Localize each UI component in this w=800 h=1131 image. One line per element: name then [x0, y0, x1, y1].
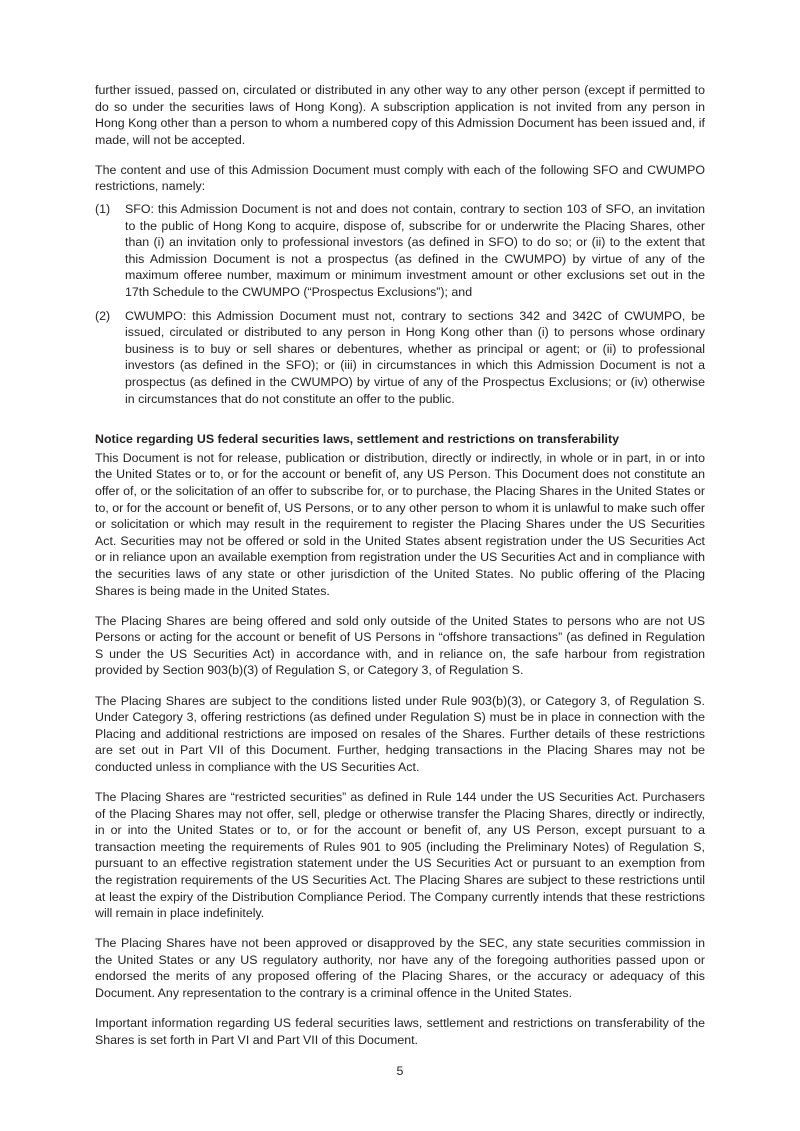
intro-paragraph-1: further issued, passed on, circulated or distributed in any other way to any other person (except if permitted to do so under the securities laws of Hong Kong). A subscription application is not invited from any person in Hong Kong other than a person to whom a numbered copy of this Admission Document has been issued and, if made, will not be accepted. [95, 83, 705, 147]
us-paragraph-6: Important information regarding US federal securities laws, settlement and restrictions on transferability of the Shares is set forth in Part VI and Part VII of this Document. [95, 1016, 705, 1047]
document-page [95, 82, 705, 1048]
us-paragraph-3: The Placing Shares are subject to the conditions listed under Rule 903(b)(3), or Category 3, of Regulation S. Under Category 3, offering restrictions (as defined under Regulation S) must be in place in connection with the Placing and additional restrictions are imposed on resales of the Shares. Further details of these restrictions are set out in Part VII of this Document. Further, hedging transactions in the Placing Shares may not be conducted unless in compliance with the US Securities Act. [95, 693, 705, 774]
list-item-text: SFO: this Admission Document is not and does not contain, contrary to section 103 of SFO, an invitation to the public of Hong Kong to acquire, dispose of, subscribe for or underwrite the Placing Shares, other than (i) an invitation only to professional investors (as defined in SFO) to do so; or (ii) to the extent that this Admission Document is not a prospectus (as defined in the CWUMPO) by virtue of any of the maximum offeree number, maximum or minimum investment amount or other exclusions set out in the 17th Schedule to the CWUMPO (“Prospectus Exclusions”); and [125, 202, 705, 300]
us-paragraph-4: The Placing Shares are “restricted securities” as defined in Rule 144 under the US Securities Act. Purchasers of the Placing Shares may not offer, sell, pledge or otherwise transfer the Placing Shares, directly or indirectly, in or into the United States or to, or for the account or benefit of, any US Person, except pursuant to a transaction meeting the requirements of Rules 901 to 905 (including the Preliminary Notes) of Regulation S, pursuant to an effective registration statement under the US Securities Act or pursuant to an exemption from the registration requirements of the US Securities Act. The Placing Shares are subject to these restrictions until at least the expiry of the Distribution Compliance Period. The Company currently intends that these restrictions will remain in place indefinitely. [95, 789, 705, 921]
list-item [95, 308, 705, 408]
us-paragraph-5: The Placing Shares have not been approved or disapproved by the SEC, any state securities commission in the United States or any US regulatory authority, nor have any of the foregoing authorities passed upon or endorsed the merits of any proposed offering of the Placing Shares, or the accuracy or adequacy of this Document. Any representation to the contrary is a criminal offence in the United States. [95, 936, 705, 1000]
list-item [95, 201, 705, 301]
list-item-text: CWUMPO: this Admission Document must not, contrary to sections 342 and 342C of CWUMPO, be issued, circulated or distributed to any person in Hong Kong other than (i) to persons whose ordinary business is to buy or sell shares or debentures, whether as principal or agent; or (ii) to professional investors (as defined in the SFO); or (iii) in circumstances in which this Admission Document is not a prospectus (as defined in the CWUMPO) by virtue of any of the Prospectus Exclusions; or (iv) otherwise in circumstances that do not constitute an offer to the public. [125, 308, 705, 406]
us-paragraph-2: The Placing Shares are being offered and sold only outside of the United States to persons who are not US Persons or acting for the account or benefit of US Persons in “offshore transactions” (as defined in Regulation S under the US Securities Act) in accordance with, and in reliance on, the safe harbour from registration provided by Section 903(b)(3) of Regulation S, or Category 3, of Regulation S. [95, 613, 705, 678]
intro-paragraph-2: The content and use of this Admission Document must comply with each of the following SFO and CWUMPO restrictions, namely: [95, 162, 705, 194]
us-paragraph-1: This Document is not for release, publication or distribution, directly or indirectly, in whole or in part, in or into the United States or to, or for the account or benefit of, any US Person. This Document does not constitute an offer of, or the solicitation of an offer to subscribe for, or to purchase, the Placing Shares in the United States or to, or for the account or benefit of, US Persons, or to any other person to whom it is unlawful to make such offer or solicitation or which may result in the requirement to register the Placing Shares under the US Securities Act. Securities may not be offered or sold in the United States absent registration under the US Securities Act or in reliance upon an available exemption from registration under the US Securities Act and in compliance with the securities laws of any state or other jurisdiction of the United States. No public offering of the Placing Shares is being made in the United States. [95, 450, 705, 598]
restrictions-list [95, 201, 705, 407]
section-heading: Notice regarding US federal securities laws, settlement and restrictions on transferability [95, 432, 620, 447]
page-number: 5 [396, 1064, 404, 1078]
list-item-number: (1) [95, 202, 111, 217]
list-item-number: (2) [95, 308, 111, 323]
